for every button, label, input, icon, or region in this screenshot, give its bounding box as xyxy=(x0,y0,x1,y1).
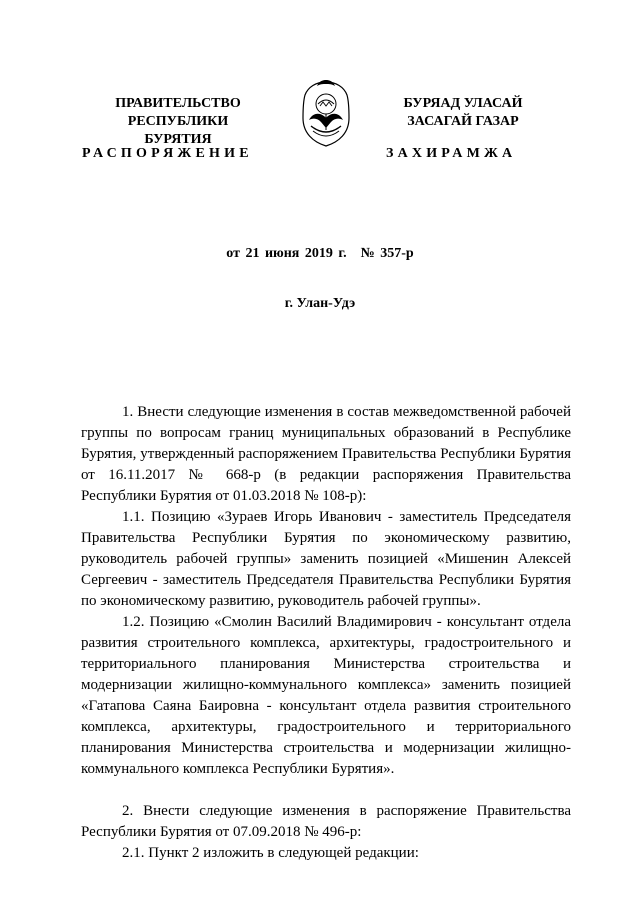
document-city: г. Улан-Удэ xyxy=(284,296,356,311)
doc-type-bua: ЗАХИРАМЖА xyxy=(386,146,517,161)
date-number-line xyxy=(0,246,640,262)
paragraph-2-1: 2.1. Пункт 2 изложить в следующей редакции: xyxy=(122,845,419,861)
header-left-line1: ПРАВИТЕЛЬСТВО xyxy=(115,96,241,111)
doc-type-ru: РАСПОРЯЖЕНИЕ xyxy=(82,146,253,161)
coat-of-arms-icon xyxy=(299,78,353,148)
document-body xyxy=(81,402,571,864)
paragraph-2: 2. Внести следующие изменения в распоряжение Правительства Республики Бурятия от 07.09.2018 № 496-р: xyxy=(81,803,571,840)
paragraph-1: 1. Внести следующие изменения в состав межведомственной рабочей группы по вопросам границ муниципальных образований в Республике Бурятия, утвержденный распоряжением Правительства Республики Бурятия от 16.11.2017 № 668-р (в редакции распоряжения Правительства Республики Бурятия от 01.03.2018 № 108-р): xyxy=(81,404,571,504)
paragraph-1-2: 1.2. Позицию «Смолин Василий Владимирович - консультант отдела развития строительного комплекса, архитектуры, градостроительного и территориального планирования Министерства строительства и модернизации жилищно-коммунального комплекса» заменить позицией «Гатапова Саяна Баировна - консультант отдела развития строительного комплекса, архитектуры, градостроительного и территориального планирования Министерства строительства и модернизации жилищно-коммунального комплекса Республики Бурятия». xyxy=(81,614,571,777)
header-left-block xyxy=(93,95,263,149)
header-right-block xyxy=(378,95,548,131)
header-right-line2: ЗАСАГАЙ ГАЗАР xyxy=(407,114,519,129)
header-left-line2: РЕСПУБЛИКИ БУРЯТИЯ xyxy=(127,114,229,147)
document-date: от 21 июня 2019 г. xyxy=(226,246,347,261)
document-number: № 357-р xyxy=(360,246,414,261)
header-right-line1: БУРЯАД УЛАСАЙ xyxy=(403,96,523,111)
paragraph-1-1: 1.1. Позицию «Зураев Игорь Иванович - заместитель Председателя Правительства Республики Бурятия по экономическому развитию, руководитель рабочей группы» заменить позицией «Мишенин Алексей Сергеевич - заместитель Председателя Правительства Республики Бурятия по экономическому развитию, руководитель рабочей группы». xyxy=(81,509,571,609)
